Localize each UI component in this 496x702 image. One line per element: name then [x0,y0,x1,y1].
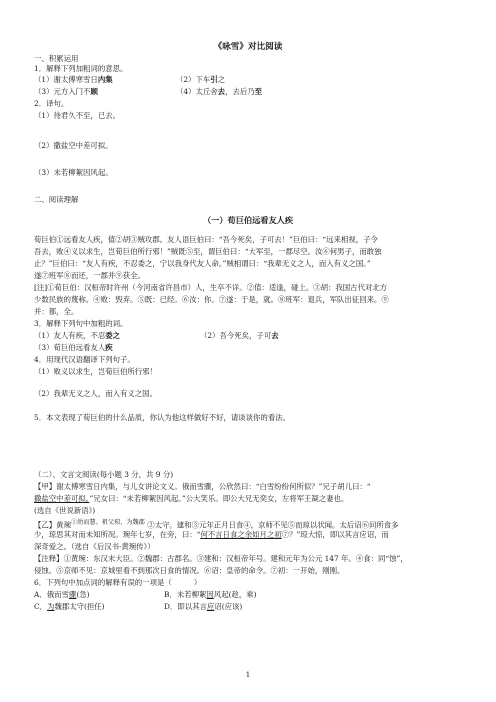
q6-row-1 [34,590,466,600]
note-line: [注]①荀巨伯：汉桓帝时许州（今河南省许昌市）人，生卒不详。②值：适逢，碰上。③胡：我国古代对北方 [34,283,388,292]
passage-line: 止？”巨伯曰：“友人有疾，不忍委之，宁以我身代友人命。”贼相谓曰：“我辈无义之人，而入有义之国。” [34,259,371,268]
passage-line: 荀巨伯①远看友人疾，值②胡③贼攻郡。友人语巨伯曰：“吾今死矣，子可去！”巨伯曰：“远来相视，子令 [34,235,378,244]
jia-line: 撒盐空中差可拟。”兄女曰：“未若柳絮因风起。”公大笑乐。即公大兄无奕女，左将军王凝之妻也。 [34,494,349,503]
passage-line: 吾去，败④义以求生，岂荀巨伯所行邪！”贼既⑤至，谓巨伯曰：“大军至，一郡尽空。汝⑥何男子，而敢独 [34,247,382,256]
question-5: 5．本文表现了荀巨伯的什么品质，你认为他这样做好不好，请谈谈你的看法。 [34,413,290,422]
section-heading: 二、阅读理解 [34,195,79,204]
underlined-sentence: 何不言日食之余如月之初 [200,530,282,539]
q2-item-2: （2）撒盐空中差可拟。 [34,141,113,150]
q6-option-a: A．俄而雪骤(急) [34,590,90,599]
passage-title: （一）荀巨伯远看友人疾 [202,215,294,225]
q1-item-4: （4）太丘舍去，去后乃至 [176,87,263,96]
q1-item-3: （3）元方入门不顾 [34,87,98,96]
q3-item-2: （2）吾今死矣，子可去 [200,331,279,340]
q1-row-2 [34,87,466,97]
q1-item-2: （2）下车引之 [176,75,226,84]
jia-line: 【甲】谢太傅寒雪日内集，与儿女讲论文义。俄而雪骤，公欣然曰：“白雪纷纷何所似？”兄子胡儿曰：“ [34,482,371,491]
note-line: 少数民族的蔑称。④败：毁弃。⑤既：已经。⑥汝：你。⑦遂：于是，就。⑧班军：退兵，军队出征回来。⑨ [34,295,389,304]
question-6: 6．下列句中加点词的解释有误的一项是（ ） [34,578,202,587]
section-heading: （二）、文言文阅读(每小题 3 分，共 9 分) [34,470,174,479]
q4-item-2: （2）我辈无义之人，而入有义之国。 [34,389,157,398]
q6-option-c: C．为魏郡太守(担任) [34,602,105,611]
note-line: 【注释】①黄琬：东汉末大臣。②魏郡：古郡名。③建和：汉桓帝年号。建和元年为公元 147 年。④食：同“蚀”， [34,554,408,563]
question-1: 1．解释下列加粗词的意思。 [34,64,128,73]
q6-option-d: D．即以其言应诏(应该) [164,602,243,611]
yi-line: 【乙】黄琬$^{①幼而慧。祖父琼,为魏郡}$ ②太守。建和③元年正月日食④，京师不见⑤而琼以状闻。太后诏⑥问所食多 [34,519,399,530]
question-3: 3．解释下列句中加粗的词。 [34,319,128,328]
q6-row-2 [34,602,466,612]
yi-line: 少，琼思其对而未知所况。琬年七岁，在旁，曰：“何不言日食之余如月之初⑦？”琼大惊，即以其言应诏，而 [34,530,389,539]
passage-line: 遂⑦班军⑧而还，一郡并⑨获全。 [34,271,145,280]
section-heading: 一、积累运用 [34,54,79,63]
q2-item-1: （1）待君久不至，已去。 [34,111,121,120]
q3-item-1: （1）友人有疾，不忍委之 [34,331,121,340]
q1-item-1: （1）谢太傅寒雪日内集 [34,75,113,84]
q4-item-1: （1）败义以求生，岂荀巨伯所行邪！ [34,367,157,376]
document-title: 《咏雪》对比阅读 [213,42,283,52]
q2-item-3: （3）未若柳絮因风起。 [34,168,113,177]
question-4: 4．用现代汉语翻译下列句子。 [34,355,135,364]
q6-option-b: B．未若柳絮因风起(趁，乘) [164,590,257,599]
note-line: 并：都，全。 [34,307,79,316]
q3-item-3: （3）荀巨伯远看友人疾 [34,343,113,352]
underlined-sentence: 撒盐空中差可拟。 [34,494,90,503]
question-2: 2．译句。 [34,99,69,108]
jia-source: (选自《世说新语》) [34,506,96,515]
yi-line: 深奇爱之。（选自《后汉书·黄琬传》） [34,542,155,551]
note-line: 侵蚀。⑤京师不见：京城里看不到那次日食的情况。⑥诏：皇帝的命令。⑦初：一开始，刚刚。 [34,566,345,575]
q1-row-1 [34,75,466,85]
page-number: 1 [245,670,251,679]
q3-row-1 [34,331,466,341]
